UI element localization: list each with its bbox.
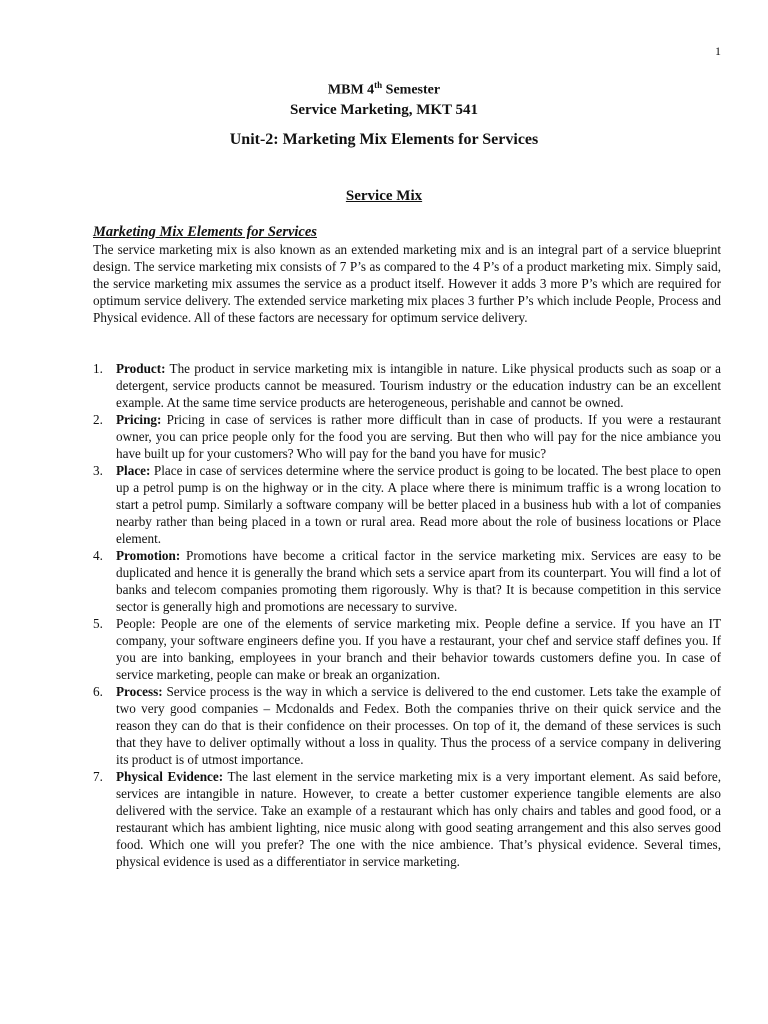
item-label: Promotion:: [116, 548, 181, 563]
item-label: Process:: [116, 684, 163, 699]
item-number: 7.: [93, 769, 103, 784]
program-text: MBM 4: [327, 82, 375, 98]
item-label: Physical Evidence:: [116, 769, 224, 784]
item-text: Place in case of services determine where the service product is going to be located. The best place to open up a petrol pump is on the highway or in the city. A place where there is minimum traffic is a wrong location to start a petrol pump. Similarly a software company will be better placed in a business hub with a lot of companies nearby rather than being placed in a town or rural area. Read more about the role of business locations or Place element.: [116, 463, 721, 546]
program-suffix: Semester: [382, 82, 441, 98]
item-label: Place:: [116, 463, 151, 478]
page-number: 1: [715, 44, 721, 58]
list-item: [93, 462, 721, 547]
section-title: Service Mix: [345, 188, 423, 204]
unit-title: Unit-2: Marketing Mix Elements for Services: [229, 131, 539, 148]
elements-list: [93, 360, 721, 870]
list-item: [93, 768, 721, 870]
item-number: 6.: [93, 684, 103, 699]
item-number: 3.: [93, 463, 103, 478]
list-item: [93, 683, 721, 768]
course-title: Service Marketing, MKT 541: [289, 101, 479, 118]
item-number: 5.: [93, 616, 103, 631]
item-text: Promotions have become a critical factor in the service marketing mix. Services are easy to be duplicated and hence it is generally the brand which sets a service apart from its counterpart. You will find a lot of banks and telecom companies promoting them rigorously. Why is that? It is because competition in this service sector is generally high and promotions are necessary to survive.: [116, 548, 721, 614]
item-label: Pricing:: [116, 412, 162, 427]
program-line: [0, 76, 768, 100]
document-header: [0, 76, 768, 120]
item-text: Service process is the way in which a service is delivered to the end customer. Lets take the example of two very good companies – Mcdonalds and Fedex. Both the companies thrive on their quick service and the reason they can do that is their confidence on their processes. On top of it, the demand of these services is such that they have to deliver optimally without a loss in quality. Thus the process of a service company in delivering its product is of utmost importance.: [116, 684, 721, 767]
list-item: [93, 360, 721, 411]
item-number: 4.: [93, 548, 103, 563]
program-sup: th: [374, 80, 383, 90]
list-item: [93, 411, 721, 462]
item-number: 1.: [93, 361, 103, 376]
item-text: People: People are one of the elements of service marketing mix. People define a service. If you have an IT company, your software engineers define you. If you have a restaurant, your chef and service staff defines you. If you are into banking, employees in your branch and their behavior towards customers define you. In case of service marketing, people can make or break an organization.: [116, 616, 721, 682]
list-item: [93, 615, 721, 683]
item-text: Pricing in case of services is rather more difficult than in case of products. If you were a restaurant owner, you can price people only for the food you are serving. But then who will pay for the nice ambiance you have built up for your customers? Who will pay for the band you have for music?: [116, 412, 721, 461]
item-text: The last element in the service marketing mix is a very important element. As said before, services are intangible in nature. However, to create a better customer experience tangible elements are also delivered with the service. Take an example of a restaurant which has only chairs and tables and good food, or a restaurant which has ambient lighting, nice music along with good seating arrangement and this also serves good food. Which one will you prefer? The one with the nice ambience. That’s physical evidence. Several times, physical evidence is used as a differentiator in service marketing.: [116, 769, 721, 869]
intro-paragraph: The service marketing mix is also known as an extended marketing mix and is an integral part of a service blueprint design. The service marketing mix consists of 7 P’s as compared to the 4 P’s of a product marketing mix. Simply said, the service marketing mix assumes the service as a product itself. However it adds 3 more P’s which are required for optimum service delivery. The extended service marketing mix places 3 further P’s which include People, Process and Physical evidence. All of these factors are necessary for optimum service delivery.: [93, 242, 721, 325]
item-number: 2.: [93, 412, 103, 427]
list-item: [93, 547, 721, 615]
item-label: Product:: [116, 361, 166, 376]
item-text: The product in service marketing mix is intangible in nature. Like physical products such as soap or a detergent, service products cannot be measured. Tourism industry or the education industry can be an excellent example. At the same time service products are heterogeneous, perishable and cannot be owned.: [116, 361, 721, 410]
sub-heading: Marketing Mix Elements for Services: [93, 224, 317, 240]
